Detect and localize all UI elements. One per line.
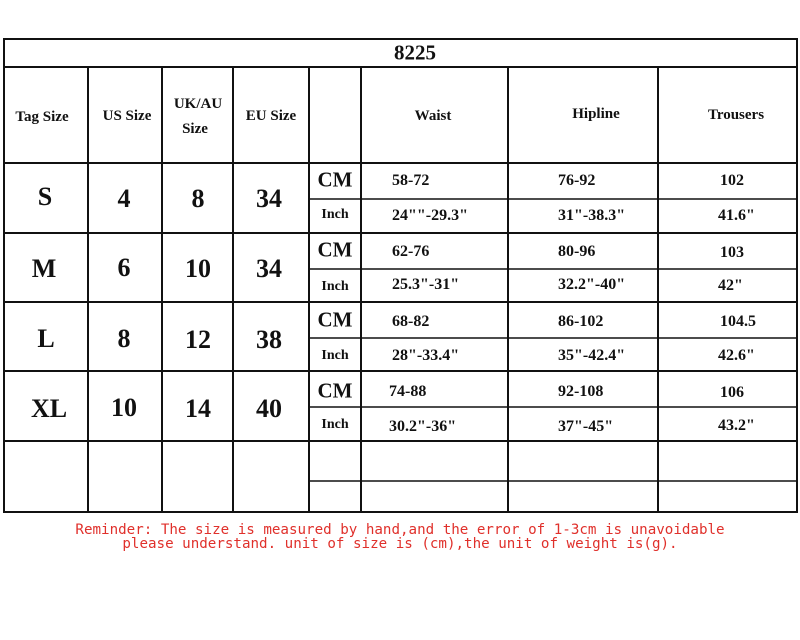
unit-inch-label: Inch [321,348,349,363]
waist-cm-cell: 58-72 [392,172,430,189]
trousers-cm-cell: 102 [720,172,744,189]
waist-inch-cell: 30.2"-36" [389,418,457,435]
hipline-cm-cell: 76-92 [558,172,596,189]
unit-cm-label: CM [317,167,353,192]
hipline-inch-cell: 32.2"-40" [558,276,626,293]
trousers-inch-cell: 42" [718,277,743,294]
us-size-cell: 4 [117,184,131,213]
uk-size-cell: 14 [185,394,211,423]
trousers-inch-cell: 43.2" [718,417,755,434]
waist-inch-cell: 25.3"-31" [392,276,460,293]
us-size-cell: 8 [117,324,131,353]
hipline-inch-cell: 35"-42.4" [558,347,626,364]
unit-inch-label: Inch [321,417,349,432]
header-hipline: Hipline [572,106,620,122]
trousers-inch-cell: 42.6" [718,347,755,364]
hipline-cm-cell: 92-108 [558,383,604,400]
tag-size-cell: S [37,182,53,211]
header-waist: Waist [414,108,452,124]
unit-inch-label: Inch [321,279,349,294]
header-uk-au-line1: UK/AU [173,96,223,112]
waist-cm-cell: 68-82 [392,313,430,330]
trousers-cm-cell: 103 [720,244,744,261]
unit-cm-label: CM [317,307,353,332]
eu-size-cell: 34 [256,184,282,213]
header-trousers: Trousers [707,107,765,123]
header-us-size: US Size [102,108,152,124]
uk-size-cell: 10 [185,254,211,283]
uk-size-cell: 12 [185,325,211,354]
uk-size-cell: 8 [191,184,205,213]
waist-inch-cell: 28"-33.4" [392,347,460,364]
hipline-cm-cell: 80-96 [558,243,596,260]
eu-size-cell: 38 [256,325,282,354]
reminder-note-line1: Reminder: The size is measured by hand,and the error of 1-3cm is unavoidable [75,522,725,538]
tag-size-cell: L [37,324,55,353]
trousers-cm-cell: 104.5 [720,313,756,330]
tag-size-cell: M [31,254,57,283]
hipline-inch-cell: 31"-38.3" [558,207,626,224]
us-size-cell: 6 [117,253,131,282]
waist-cm-cell: 74-88 [389,383,427,400]
header-uk-au-line2: Size [182,121,208,137]
eu-size-cell: 34 [256,254,282,283]
hipline-cm-cell: 86-102 [558,313,604,330]
waist-cm-cell: 62-76 [392,243,430,260]
header-eu-size: EU Size [245,108,297,124]
unit-cm-label: CM [317,237,353,262]
hipline-inch-cell: 37"-45" [558,418,614,435]
tag-size-cell: XL [30,394,68,423]
eu-size-cell: 40 [256,394,282,423]
waist-inch-cell: 24""-29.3" [392,207,468,224]
reminder-note-line2: please understand. unit of size is (cm),the unit of weight is(g). [122,536,678,552]
unit-cm-label: CM [317,378,353,403]
table-title: 8225 [394,40,436,65]
us-size-cell: 10 [111,393,137,422]
unit-inch-label: Inch [321,207,349,222]
trousers-inch-cell: 41.6" [718,207,755,224]
header-tag-size: Tag Size [15,109,69,125]
trousers-cm-cell: 106 [720,384,744,401]
